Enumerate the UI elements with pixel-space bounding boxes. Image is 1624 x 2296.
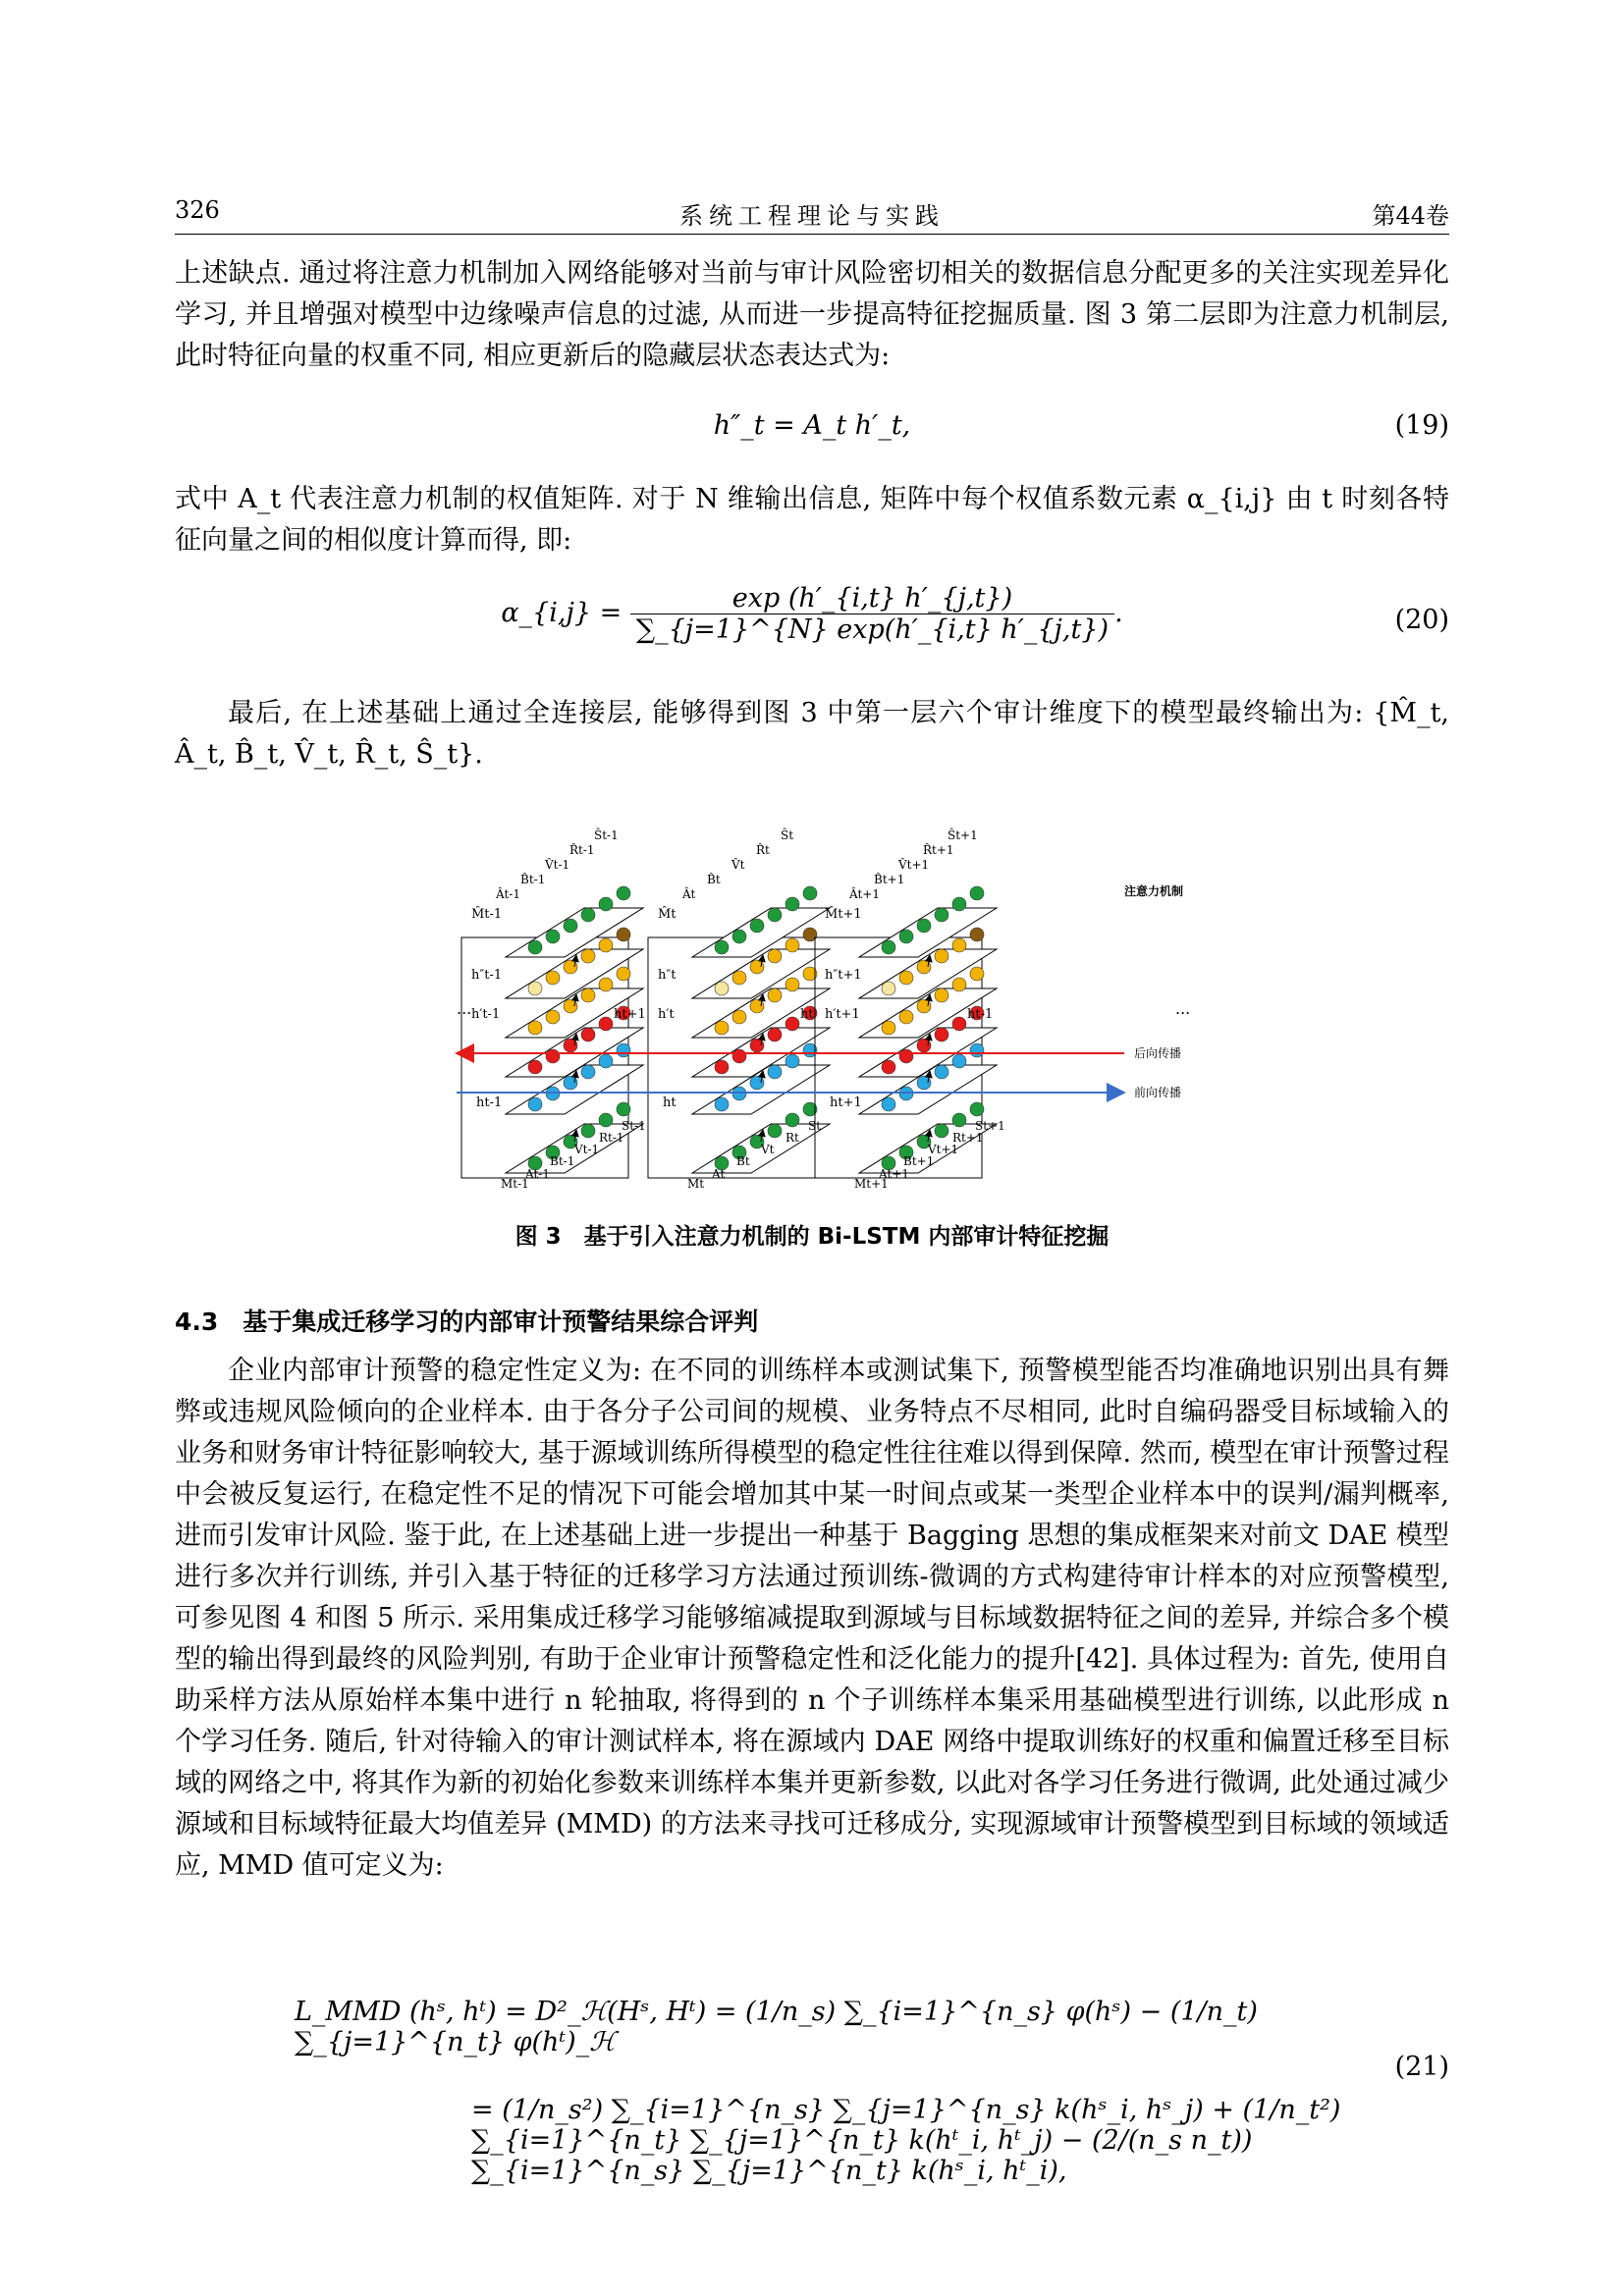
- hidden-label-forward: ht-1: [476, 1095, 503, 1110]
- paragraph-2: 式中 A_t 代表注意力机制的权值矩阵. 对于 N 维输出信息, 矩阵中每个权值系数元素 α_{i,j} 由 t 时刻各特征向量之间的相似度计算而得, 即:: [175, 484, 1449, 556]
- equation-21-line-1: L_MMD (hˢ, hᵗ) = D²_ℋ(Hˢ, Hᵗ) = (1/n_s) ∑_{i=1}^{n_s} φ(hˢ) − (1/n_t) ∑_{j=1}^{n_t} φ(hᵗ)_ℋ: [295, 1997, 1258, 2057]
- input-label: St: [808, 1119, 822, 1133]
- neuron-node: [785, 938, 799, 952]
- output-label: R̂t: [756, 843, 770, 857]
- neuron-node: [546, 1049, 560, 1063]
- output-label: Ât-1: [496, 887, 520, 901]
- hidden-label-h1: h′t: [658, 1007, 675, 1022]
- neuron-node: [952, 1054, 966, 1068]
- neuron-node: [599, 978, 613, 991]
- neuron-node: [617, 1043, 630, 1057]
- input-label: Bt+1: [903, 1154, 935, 1168]
- paragraph-3: 最后, 在上述基础上通过全连接层, 能够得到图 3 中第一层六个审计维度下的模型最终输出为: {M̂_t, Â_t, B̂_t, V̂_t, R̂_t, Ŝ_t}.: [175, 698, 1449, 770]
- neuron-node: [528, 982, 542, 995]
- neuron-node: [768, 908, 782, 922]
- equation-19-number: (19): [1394, 410, 1449, 441]
- input-label: Mt-1: [501, 1177, 529, 1191]
- paragraph-1: 上述缺点. 通过将注意力机制加入网络能够对当前与审计风险密切相关的数据信息分配更多的关注实现差异化学习, 并且增强对模型中边缘噪声信息的过滤, 从而进一步提高特征挖掘质量. 图 3 第二层即为注意力机制层, 此时特征向量的权重不同, 相应更新后的隐藏层状态表达式为:: [175, 258, 1449, 371]
- neuron-node: [952, 938, 966, 952]
- output-label: Ŝt-1: [594, 828, 619, 842]
- equation-20: [175, 583, 1449, 662]
- output-label: Ŝt+1: [947, 828, 978, 842]
- equation-20-tail: .: [1114, 598, 1123, 628]
- output-label: Ât+1: [849, 887, 880, 901]
- neuron-node: [581, 949, 595, 963]
- neuron-node: [564, 919, 577, 933]
- neuron-node: [617, 1102, 630, 1116]
- section-heading-4-3: 4.3 基于集成迁移学习的内部审计预警结果综合评判: [175, 1308, 759, 1336]
- input-label: Rt+1: [952, 1131, 984, 1145]
- neuron-node: [617, 928, 630, 941]
- input-label: St+1: [975, 1119, 1005, 1133]
- output-label: B̂t: [707, 873, 721, 886]
- neuron-node: [935, 908, 948, 922]
- output-label: V̂t-1: [545, 858, 570, 872]
- neuron-node: [899, 930, 913, 943]
- neuron-node: [970, 1043, 984, 1057]
- equation-20-fraction: [630, 583, 1114, 645]
- hidden-label-h2: h″t+1: [825, 968, 862, 983]
- neuron-node: [768, 1028, 782, 1041]
- running-header: [175, 196, 1449, 232]
- input-label: Rt-1: [599, 1131, 624, 1145]
- neuron-node: [882, 1097, 895, 1111]
- neuron-node: [803, 886, 817, 900]
- neuron-node: [899, 1049, 913, 1063]
- equation-20-number: (20): [1394, 605, 1449, 635]
- neuron-node: [952, 978, 966, 991]
- neuron-node: [882, 982, 895, 995]
- equation-20-lhs: α_{i,j} =: [501, 598, 623, 628]
- neuron-node: [935, 988, 948, 1002]
- neuron-node: [581, 1065, 595, 1079]
- neuron-node: [750, 919, 764, 933]
- output-label: R̂t-1: [569, 843, 595, 857]
- figure-3-caption: 图 3 基于引入注意力机制的 Bi-LSTM 内部审计特征挖掘: [514, 1224, 1110, 1250]
- input-label: Mt+1: [854, 1177, 889, 1191]
- output-label: Ât: [682, 887, 696, 901]
- output-label: R̂t+1: [923, 843, 954, 857]
- hidden-label-h1: h′t-1: [471, 1007, 501, 1022]
- input-label: Vt-1: [574, 1143, 600, 1156]
- hidden-label-h1: h′t+1: [825, 1007, 860, 1022]
- equation-21-line-2: = (1/n_s²) ∑_{i=1}^{n_s} ∑_{j=1}^{n_s} k(hˢ_i, hˢ_j) + (1/n_t²) ∑_{i=1}^{n_t} ∑_{j=1}^{n_t} k(hᵗ_i, hᵗ_j) − (2/(n_s n_t)) ∑_{i=1}^{n_s} ∑_{j=1}^{n_t} k(hˢ_i, hᵗ_i),: [471, 2095, 1341, 2186]
- neuron-node: [546, 971, 560, 985]
- neuron-node: [785, 978, 799, 991]
- neuron-node: [599, 938, 613, 952]
- neuron-node: [732, 1049, 746, 1063]
- neuron-node: [715, 1060, 729, 1074]
- neuron-node: [768, 1065, 782, 1079]
- input-label: Rt: [785, 1131, 799, 1145]
- neuron-node: [528, 1021, 542, 1035]
- journal-title: 系统工程理论与实践: [679, 202, 945, 230]
- neuron-node: [581, 988, 595, 1002]
- neuron-node: [599, 897, 613, 911]
- equation-19-body: h″_t = A_t h′_t,: [713, 410, 911, 441]
- input-label: Mt: [687, 1177, 705, 1191]
- neuron-node: [599, 1054, 613, 1068]
- neuron-node: [599, 1017, 613, 1031]
- paragraph-4: 企业内部审计预警的稳定性定义为: 在不同的训练样本或测试集下, 预警模型能否均准确地识别出具有舞弊或违规风险倾向的企业样本. 由于各分子公司间的规模、业务特点不尽相同, 此时自编码器受目标域输入的业务和财务审计特征影响较大, 基于源域训练所得模型的稳定性往往难以得到保障. 然而, 模型在审计预警过程中会被反复运行, 在稳定性不足的情况下可能会增加其中某一时间点或某一类型企业样本中的误判/漏判概率, 进而引发审计风险. 鉴于此, 在上述基础上进一步提出一种基于 Bagging 思想的集成框架来对前文 DAE 模型进行多次并行训练, 并引入基于特征的迁移学习方法通过预训练-微调的方式构建待审计样本的对应预警模型, 可参见图 4 和图 5 所示. 采用集成迁移学习能够缩减提取到源域与目标域数据特征之间的差异, 并综合多个模型的输出得到最终的风险判别, 有助于企业审计预警稳定性和泛化能力的提升[42]. 具体过程为: 首先, 使用自助采样方法从原始样本集中进行 n 轮抽取, 将得到的 n 个子训练样本集采用基础模型进行训练, 以此形成 n 个学习任务. 随后, 针对待输入的审计测试样本, 将在源域内 DAE 网络中提取训练好的权重和偏置迁移至目标域的网络之中, 将其作为新的初始化参数来训练样本集并更新参数, 以此对各学习任务进行微调, 此处通过减少源域和目标域特征最大均值差异 (MMD) 的方法来寻找可迁移成分, 实现源域审计预警模型到目标域的领域适应, MMD 值可定义为:: [175, 1356, 1449, 1881]
- neuron-node: [785, 1113, 799, 1127]
- neuron-node: [768, 949, 782, 963]
- attention-label: 注意力机制: [1124, 884, 1184, 898]
- neuron-node: [882, 1021, 895, 1035]
- neuron-node: [715, 1021, 729, 1035]
- output-label: M̂t-1: [471, 907, 503, 922]
- neuron-node: [952, 897, 966, 911]
- neuron-node: [528, 1097, 542, 1111]
- neuron-node: [546, 1010, 560, 1024]
- neuron-node: [970, 886, 984, 900]
- input-label: Bt-1: [550, 1154, 575, 1168]
- equation-19: [175, 410, 1449, 469]
- input-label: St-1: [622, 1119, 646, 1133]
- hidden-label-forward: ht: [663, 1095, 677, 1110]
- neuron-node: [970, 1102, 984, 1116]
- neuron-node: [581, 908, 595, 922]
- neuron-node: [715, 1097, 729, 1111]
- volume-label: 第44卷: [1372, 202, 1449, 230]
- hidden-label-h2: h″t-1: [471, 968, 503, 983]
- neuron-node: [546, 930, 560, 943]
- neuron-node: [528, 1060, 542, 1074]
- neuron-node: [882, 940, 895, 954]
- output-label: M̂t: [658, 907, 677, 922]
- input-label: At+1: [879, 1167, 909, 1181]
- equation-20-numerator: exp (h′_{i,t} h′_{j,t}): [630, 583, 1114, 614]
- neuron-node: [732, 971, 746, 985]
- neuron-node: [970, 967, 984, 981]
- input-label: Bt: [736, 1154, 750, 1168]
- neuron-node: [952, 1017, 966, 1031]
- neuron-node: [528, 940, 542, 954]
- neuron-node: [715, 940, 729, 954]
- neuron-node: [715, 982, 729, 995]
- header-rule: [175, 234, 1449, 235]
- neuron-node: [970, 928, 984, 941]
- output-label: M̂t+1: [825, 907, 862, 922]
- input-label: Vt+1: [928, 1143, 959, 1156]
- neuron-node: [785, 897, 799, 911]
- output-label: V̂t+1: [898, 858, 930, 872]
- neuron-node: [768, 1124, 782, 1138]
- neuron-node: [899, 1010, 913, 1024]
- neuron-node: [768, 988, 782, 1002]
- hidden-label-backward: ht-1: [967, 1007, 994, 1022]
- neuron-node: [935, 949, 948, 963]
- neuron-node: [732, 930, 746, 943]
- neuron-node: [617, 886, 630, 900]
- left-ellipsis: ...: [457, 999, 472, 1018]
- right-ellipsis: ...: [1175, 999, 1191, 1018]
- input-label: Vt: [761, 1143, 775, 1156]
- neuron-node: [581, 1124, 595, 1138]
- neuron-node: [785, 1054, 799, 1068]
- neuron-node: [599, 1113, 613, 1127]
- neuron-node: [617, 967, 630, 981]
- neuron-node: [899, 971, 913, 985]
- neuron-node: [581, 1028, 595, 1041]
- neuron-node: [882, 1060, 895, 1074]
- input-label: At-1: [525, 1167, 550, 1181]
- input-label: At: [712, 1167, 726, 1181]
- hidden-label-h2: h″t: [658, 968, 677, 983]
- output-label: B̂t+1: [874, 873, 905, 886]
- hidden-label-backward: ht: [800, 1007, 814, 1022]
- neuron-node: [935, 1028, 948, 1041]
- backward-label: 后向传播: [1134, 1046, 1182, 1060]
- page-number: 326: [175, 196, 220, 224]
- neuron-node: [935, 1065, 948, 1079]
- neuron-node: [785, 1017, 799, 1031]
- neuron-node: [952, 1113, 966, 1127]
- output-label: V̂t: [731, 858, 745, 872]
- output-label: B̂t-1: [520, 873, 546, 886]
- neuron-node: [732, 1010, 746, 1024]
- hidden-label-forward: ht+1: [830, 1095, 862, 1110]
- neuron-node: [935, 1124, 948, 1138]
- output-label: Ŝt: [781, 828, 794, 842]
- figure-3-bi-lstm-diagram: [447, 800, 1193, 1198]
- neuron-node: [917, 919, 931, 933]
- hidden-label-backward: ht+1: [614, 1007, 646, 1022]
- equation-20-denominator: ∑_{j=1}^{N} exp(h′_{i,t} h′_{j,t}): [635, 614, 1110, 645]
- forward-label: 前向传播: [1134, 1086, 1182, 1099]
- equation-21-number: (21): [1394, 2052, 1449, 2082]
